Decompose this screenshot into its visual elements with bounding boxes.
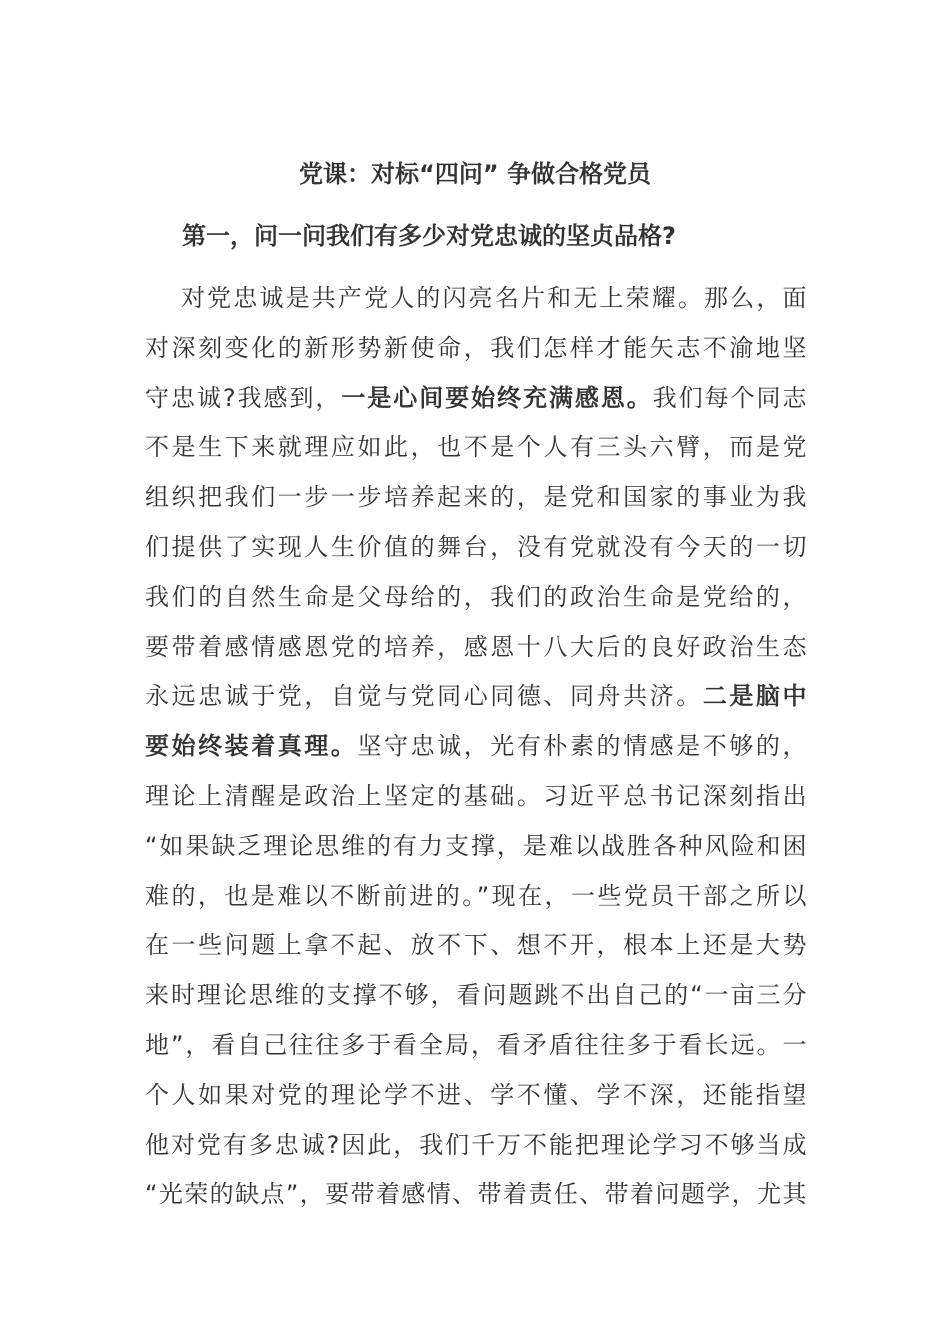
paragraph-line (145, 672, 807, 722)
paragraph-line (145, 1071, 807, 1121)
line-text: 他对党有多忠诚?因此，我们千万不能把理论学习不够当成 (145, 1130, 807, 1159)
line-text: 永远忠诚于党，自觉与党同心同德、同舟共济。 (145, 682, 703, 711)
paragraph-line (145, 1170, 807, 1220)
line-text: “光荣的缺点”，要带着感情、带着责任、带着问题学，尤其 (145, 1180, 807, 1209)
line-text: 理论上清醒是政治上坚定的基础。习近平总书记深刻指出 (145, 781, 807, 810)
line-text: 坚守忠诚，光有朴素的情感是不够的， (357, 732, 807, 761)
line-text: 在一些问题上拿不起、放不下、想不开，根本上还是大势 (145, 931, 807, 960)
bold-emphasis-text: 二是脑中 (702, 682, 807, 711)
body-paragraph (145, 274, 807, 1220)
line-text: 对深刻变化的新形势新使命，我们怎样才能矢志不渝地坚 (145, 333, 807, 362)
paragraph-line (145, 523, 807, 573)
paragraph-line (145, 722, 807, 772)
paragraph-line (145, 274, 807, 324)
paragraph-line (145, 1121, 807, 1171)
bold-emphasis-text: 要始终装着真理。 (145, 732, 358, 761)
line-text: 地”，看自己往往多于看全局，看矛盾往往多于看长远。一 (145, 1030, 807, 1059)
paragraph-line (145, 1021, 807, 1071)
paragraph-line (145, 324, 807, 374)
bold-emphasis-text: 一是心间要始终充满感恩。 (341, 383, 653, 412)
paragraph-line (145, 971, 807, 1021)
line-text: “如果缺乏理论思维的有力支撑，是难以战胜各种风险和困 (145, 831, 807, 860)
line-text: 们提供了实现人生价值的舞台，没有党就没有今天的一切 (145, 532, 807, 561)
paragraph-line (145, 921, 807, 971)
line-text: 组织把我们一步一步培养起来的，是党和国家的事业为我 (145, 483, 807, 512)
document-title: 党课：对标“四问” 争做合格党员 (299, 160, 651, 188)
line-text: 守忠诚?我感到， (145, 383, 342, 412)
paragraph-line (145, 772, 807, 822)
paragraph-line (145, 473, 807, 523)
line-text: 我们每个同志 (652, 383, 807, 412)
line-text: 对党忠诚是共产党人的闪亮名片和无上荣耀。那么，面 (181, 284, 807, 312)
paragraph-line (145, 822, 807, 872)
line-text: 我们的自然生命是父母给的，我们的政治生命是党给的， (145, 582, 807, 611)
paragraph-line (145, 623, 807, 673)
line-text: 要带着感情感恩党的培养，感恩十八大后的良好政治生态 (145, 632, 807, 661)
section-heading: 第一，问一问我们有多少对党忠诚的坚贞品格? (182, 222, 676, 250)
paragraph-line (145, 872, 807, 922)
paragraph-line (145, 423, 807, 473)
line-text: 个人如果对党的理论学不进、学不懂、学不深，还能指望 (145, 1080, 807, 1109)
line-text: 来时理论思维的支撑不够，看问题跳不出自己的“一亩三分 (145, 981, 807, 1010)
line-text: 难的，也是难以不断前进的。”现在，一些党员干部之所以 (145, 881, 807, 910)
line-text: 不是生下来就理应如此，也不是个人有三头六臂，而是党 (145, 433, 807, 462)
paragraph-line (145, 573, 807, 623)
paragraph-line (145, 374, 807, 424)
